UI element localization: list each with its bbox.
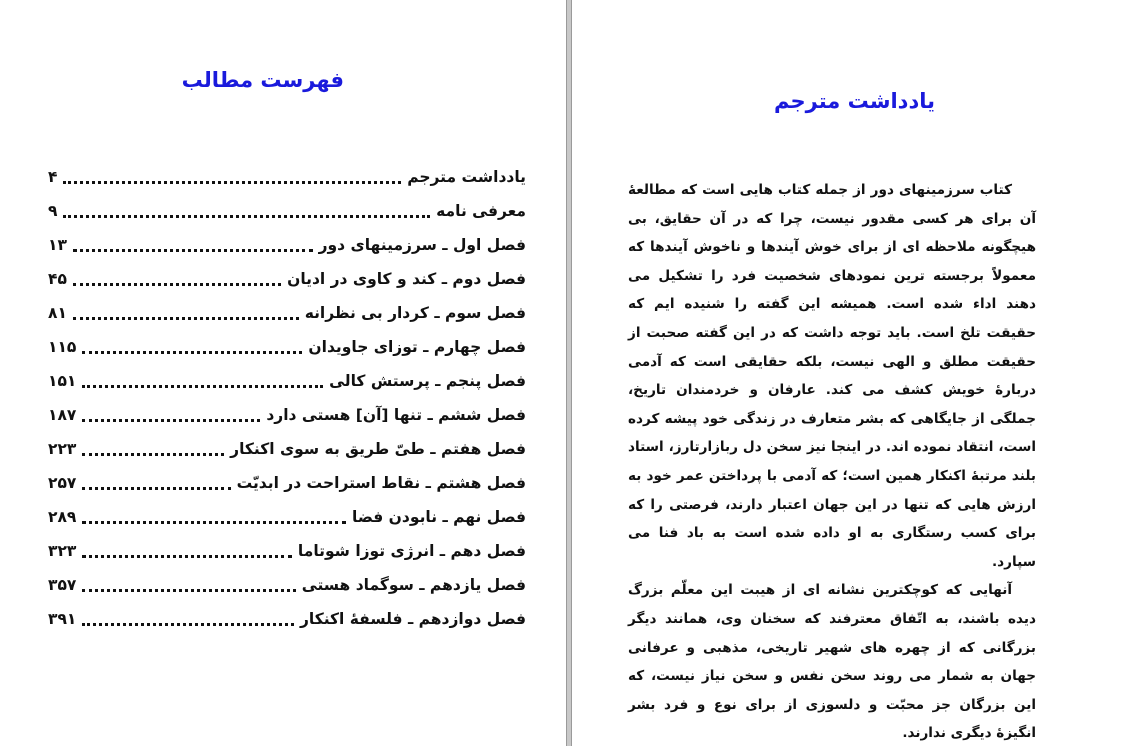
- toc-entry: [48, 296, 526, 330]
- toc-dot-leader: [73, 317, 299, 320]
- toc-entry-label: معرفی نامه: [436, 202, 526, 220]
- memo-paragraph: کتاب سرزمینهای دور از جمله کتاب هایی است که مطالعهٔ آن برای هر کسی مقدور نیست، چرا که در آن حقایق، بی هیچگونه ملاحظه ای از برای خوش آیندها و ناخوش آیندها که معمولاً برجسته ترین نمودهای شخصیت فرد را تشکیل می دهند اداء شده است. همیشه این گفته را شنیده ایم که حقیقت تلخ است. باید توجه داشت که در این گفته صحبت از حقیقت مطلق و الهی نیست، بلکه حقایقی است که آدمی دربارهٔ خویش کشف می کند. عارفان و خردمندان تاریخ، جملگی از جایگاهی که بشر متعارف در زندگی خود پیشه کرده است، انتقاد نموده اند. در اینجا نیز سخن دل ربازارتارز، استاد بلند مرتبهٔ اکنکار همین است؛ که آدمی با پرداختن عمر خود به ارزش هایی که تنها در این جهان اعتبار دارند، فرصتی را که برای کسب رستگاری به او داده شده است به باد فنا می سپارد.: [628, 182, 1036, 570]
- toc-entry: [48, 602, 526, 636]
- toc-entry-page: ۲۸۹: [48, 508, 77, 526]
- toc-entry: [48, 568, 526, 602]
- toc-entry-page: ۲۲۳: [48, 440, 77, 458]
- toc-entry-label: فصل نهم ـ نابودن فضا: [352, 508, 526, 526]
- toc-dot-leader: [82, 589, 295, 592]
- toc-entry: [48, 432, 526, 466]
- toc-dot-leader: [82, 521, 346, 524]
- toc-list: [48, 160, 526, 636]
- toc-entry: [48, 330, 526, 364]
- toc-entry: [48, 194, 526, 228]
- toc-entry-label: یادداشت مترجم: [407, 168, 526, 186]
- toc-entry-label: فصل اول ـ سرزمینهای دور: [318, 236, 526, 254]
- toc-dot-leader: [82, 487, 230, 490]
- toc-entry: [48, 534, 526, 568]
- toc-entry-page: ۱۸۷: [48, 406, 77, 424]
- toc-entry-page: ۱۳: [48, 236, 67, 254]
- toc-entry: [48, 160, 526, 194]
- toc-entry-page: ۳۹۱: [48, 610, 77, 628]
- left-page: [0, 0, 566, 746]
- memo-title: یادداشت مترجم: [774, 89, 935, 113]
- toc-title: فهرست مطالب: [181, 68, 344, 92]
- toc-entry-page: ۸۱: [48, 304, 67, 322]
- toc-entry-label: فصل دوم ـ کند و کاوی در ادیان: [287, 270, 526, 288]
- toc-entry-label: فصل سوم ـ کردار بی نظرانه: [304, 304, 526, 322]
- toc-entry-page: ۱۱۵: [48, 338, 77, 356]
- memo-paragraph: آنهایی که کوچکترین نشانه ای از هیبت این معلّم بزرگ دیده باشند، به اتّفاق معترفند که سخنان وی، همانند دیگر بزرگانی که از چهره های شهیر تاریخی، مذهبی و عرفانی جهان به شمار می روند سخن نفس و سخن نیاز نیست، که این بزرگان جز محبّت و دلسوزی از برای نوع و فرد بشر انگیزهٔ دیگری ندارند.: [628, 582, 1036, 742]
- toc-entry-label: فصل هفتم ـ طیّ طریق به سوی اکنکار: [230, 440, 526, 458]
- toc-entry-label: فصل پنجم ـ پرستش کالی: [329, 372, 526, 390]
- toc-entry-label: فصل چهارم ـ توزای جاویدان: [308, 338, 526, 356]
- toc-dot-leader: [82, 385, 323, 388]
- toc-dot-leader: [73, 249, 313, 252]
- toc-dot-leader: [82, 555, 292, 558]
- toc-dot-leader: [82, 419, 260, 422]
- toc-entry-label: فصل دوازدهم ـ فلسفهٔ اکنکار: [299, 610, 526, 628]
- toc-entry: [48, 228, 526, 262]
- toc-dot-leader: [82, 453, 224, 456]
- toc-dot-leader: [82, 623, 294, 626]
- toc-entry: [48, 262, 526, 296]
- toc-entry-label: فصل دهم ـ انرژی توزا شوتاما: [297, 542, 526, 560]
- toc-entry-page: ۳۵۷: [48, 576, 77, 594]
- toc-entry: [48, 466, 526, 500]
- toc-entry-page: ۱۵۱: [48, 372, 77, 390]
- toc-entry-page: ۲۵۷: [48, 474, 77, 492]
- toc-entry-page: ۴: [48, 168, 58, 186]
- toc-entry-page: ۳۲۳: [48, 542, 77, 560]
- toc-dot-leader: [63, 181, 401, 184]
- toc-entry-label: فصل یازدهم ـ سوگماد هستی: [301, 576, 526, 594]
- toc-entry: [48, 364, 526, 398]
- toc-dot-leader: [63, 215, 430, 218]
- toc-entry: [48, 500, 526, 534]
- toc-entry: [48, 398, 526, 432]
- memo-body: [628, 176, 1036, 748]
- toc-entry-label: فصل ششم ـ تنها [آن] هستی دارد: [266, 406, 526, 424]
- toc-dot-leader: [73, 283, 281, 286]
- toc-entry-page: ۹: [48, 202, 58, 220]
- toc-entry-page: ۴۵: [48, 270, 67, 288]
- toc-dot-leader: [82, 351, 302, 354]
- toc-entry-label: فصل هشتم ـ نقاط استراحت در ابدیّت: [236, 474, 526, 492]
